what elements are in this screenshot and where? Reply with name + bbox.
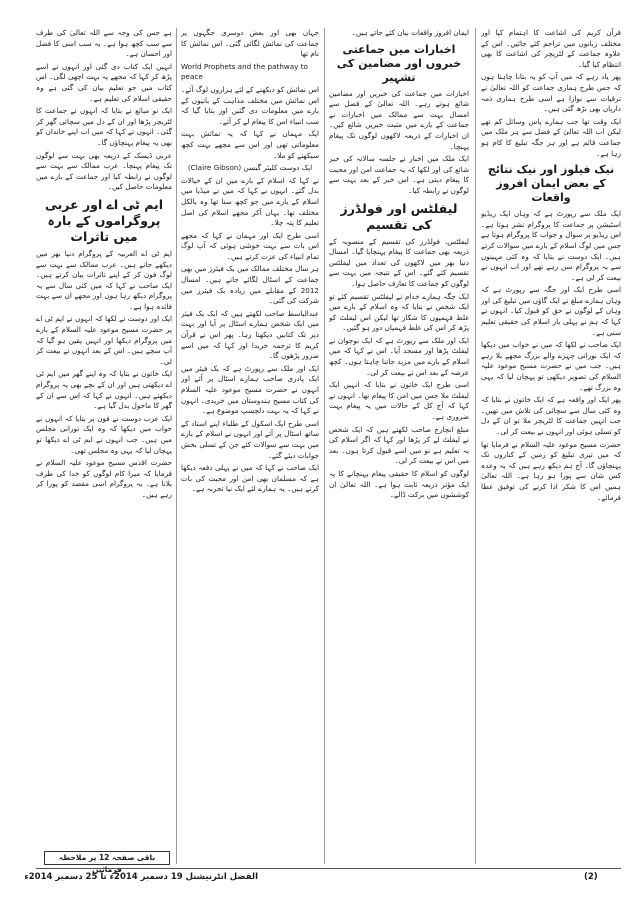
- paragraph: ایک ملک میں اخبار نے جلسہ سالانہ کی خبر شائع کی اور لکھا کہ یہ جماعت امن اور محبت کا پیغام دیتی ہے۔ اس خبر کے بعد بہت سے لوگوں نے رابطہ کیا۔: [329, 154, 469, 195]
- section-heading: نیک فیلوز اور نیک نتائج کے بعض ایمان افروز واقعات: [487, 163, 615, 205]
- exhibition-title: World Prophets and the pathway to peace: [181, 61, 308, 82]
- paragraph: لوگوں کو اسلام کا حقیقی پیغام پہنچانے کا یہ ایک مؤثر ذریعہ ثابت ہوا ہے۔ اللہ تعالیٰ ان کوششوں میں برکت ڈالے۔: [329, 469, 469, 500]
- page-number: (2): [584, 872, 598, 882]
- paragraph: ہر سال مختلف ممالک میں بک فیئرز میں بھی جماعت کے اسٹال لگائے جاتے ہیں۔ امسال 2012 کے مقابلے میں زیادہ بک فیئرز میں شرکت کی گئی۔: [181, 264, 319, 306]
- paragraph: مبلغ انچارج صاحب لکھتے ہیں کہ ایک شخص نے لیفلٹ لے کر پڑھا اور کہا کہ اگر اسلام کی یہ تعلیم ہے تو میں اسے قبول کرتا ہوں۔ بعد میں اس نے بیعت کر لی۔: [329, 424, 469, 466]
- paragraph: ایک صاحب نے کہا کہ میں نے پہلی دفعہ دیکھا ہے کہ مسلمان بھی امن اور محبت کی بات کرتے ہیں۔ یہ ہمارے لئے ایک نیا تجربہ ہے۔: [181, 463, 319, 494]
- paragraph: حضرت مسیح موعود علیہ السلام نے فرمایا تھا کہ میں تیری تبلیغ کو زمین کے کناروں تک پہنچاؤں گا۔ آج ہم دیکھ رہے ہیں کہ یہ وعدہ کس شان سے پورا ہو رہا ہے۔ اللہ تعالیٰ ہمیں اس کا شکر ادا کرنے کی توفیق عطا فرمائے۔: [481, 439, 621, 502]
- paragraph: ایک وقت تھا جب ہمارے پاس وسائل کم تھے لیکن اب اللہ تعالیٰ کے فضل سے ہر ملک میں جماعت قائم ہے اور ہر جگہ تبلیغ کا کام ہو رہا ہے۔: [481, 116, 621, 158]
- paragraph: قرآن کریم کی اشاعت کا اہتمام کیا اور مختلف زبانوں میں تراجم کئے جائیں۔ اس کے علاوہ جماعت کے لٹریچر کی اشاعت کا بھی انتظام کیا گیا۔: [481, 28, 621, 69]
- paragraph: ایک نو مبائع نے بتایا کہ انہوں نے جماعت کا لٹریچر پڑھا اور ان کے دل میں سچائی گھر کر گئی۔ انہوں نے کہا کہ میں اب اپنے خاندان کو بھی یہ پیغام پہنچاؤں گا۔: [36, 106, 172, 147]
- column-divider: [475, 28, 476, 864]
- column-divider: [324, 28, 325, 864]
- paragraph: انہیں ایک کتاب دی گئی اور انہوں نے اسے پڑھ کر کہا کہ مجھے یہ بہت اچھی لگی۔ اس کتاب میں جو تعلیم بیان کی گئی ہے وہ حقیقی اسلام کی تعلیم ہے۔: [36, 61, 172, 103]
- footer-rule: [36, 868, 621, 869]
- column-3: [181, 28, 319, 864]
- paragraph: عربی ڈیسک کے ذریعہ بھی بہت سے لوگوں تک پیغام پہنچا۔ عرب ممالک سے بہت سے لوگوں نے رابطہ کیا اور جماعت کے بارے میں معلومات حاصل کیں۔: [36, 150, 172, 192]
- column-1: [481, 28, 621, 864]
- paragraph: اسی طرح ایک اور مہمان نے کہا کہ مجھے اس بات سے بہت خوشی ہوئی کہ آپ لوگ تمام انبیاء کی عزت کرتے ہیں۔: [181, 230, 319, 261]
- paragraph: ایک صاحب نے لکھا کہ میں نے خواب میں دیکھا کہ ایک نورانی چہرے والے بزرگ مجھے بلا رہے ہیں۔ جب میں نے حضرت مسیح موعود علیہ السلام کی تصویر دیکھی تو پہچان لیا کہ یہی وہ بزرگ تھے۔: [481, 340, 621, 392]
- paragraph: نے کہا کہ اسلام کے بارے میں ان کے خیالات بدل گئے۔ انہوں نے کہا کہ میں نے میڈیا میں اسلام کے بارے میں جو کچھ سنا تھا وہ بالکل مختلف تھا۔ یہاں آکر مجھے اسلام کی اصل تعلیم کا پتہ چلا۔: [181, 175, 319, 228]
- paragraph: ایک مہمان نے کہا کہ یہ نمائش بہت معلوماتی تھی اور اس سے مجھے بہت کچھ سیکھنے کو ملا۔: [181, 129, 319, 160]
- paragraph: ایک ملک سے رپورٹ ہے کہ وہاں ایک ریڈیو اسٹیشن پر جماعت کا پروگرام نشر ہوتا ہے۔ اس ریڈیو پر سوال و جواب کا پروگرام ہوتا ہے جس میں لوگ اسلام کے بارے میں سوالات کرتے ہیں۔ ایک دوست نے بتایا کہ وہ کئی مہینوں سے یہ پروگرام سن رہے تھے اور اب انہوں نے بیعت کر لی ہے۔: [481, 209, 621, 282]
- publication-dateline: الفضل انٹرنیشنل 19 دسمبر 2014ء تا 25 دسمبر 2014ء: [24, 872, 258, 882]
- paragraph: ایم ٹی اے العربیہ کے پروگرام دنیا بھر میں دیکھے جاتے ہیں۔ عرب ممالک سے بہت سے لوگ فون کر کے اپنے تاثرات بیان کرتے ہیں۔ ایک صاحب نے کہا کہ میں کئی سال سے یہ پروگرام دیکھ رہا ہوں اور مجھے ان سے بہت فائدہ ہوا ہے۔: [36, 248, 172, 311]
- paragraph: ایمان افروز واقعات بیان کئے جاتے ہیں۔: [351, 28, 469, 37]
- column-divider: [176, 28, 177, 864]
- section-heading: اخبارات میں جماعتی خبروں اور مضامین کی تشہیر: [336, 42, 462, 84]
- paragraph: ایک خاتون نے بتایا کہ وہ اپنے گھر میں ایم ٹی اے دیکھتی ہیں اور ان کے بچے بھی یہ پروگرام دیکھتے ہیں۔ انہوں نے کہا کہ اس سے ان کے گھر کا ماحول بدل گیا ہے۔: [36, 369, 172, 411]
- section-heading: لیفلٹس اور فولڈرز کی تقسیم: [340, 200, 458, 232]
- paragraph: حضرت اقدس مسیح موعود علیہ السلام نے فرمایا کہ میرا کام لوگوں کو خدا کی طرف بلانا ہے۔ یہ پروگرام اسی مقصد کو پورا کر رہے ہیں۔: [36, 458, 172, 499]
- paragraph: لیفلٹس، فولڈرز کی تقسیم کے منصوبہ کے ذریعہ بھی جماعت کا پیغام پہنچایا گیا۔ امسال دنیا بھر میں لاکھوں کی تعداد میں لیفلٹس تقسیم کئے گئے۔ اس کے نتیجہ میں بہت سے لوگوں کو جماعت کا تعارف حاصل ہوا۔: [329, 236, 469, 288]
- paragraph: ایک جگہ ہمارے خدام نے لیفلٹس تقسیم کئے تو ایک شخص نے بتایا کہ وہ اسلام کے بارے میں غلط فہمیوں کا شکار تھا لیکن اس لیفلٹ کو پڑھ کر اس کی غلط فہمیاں دور ہو گئیں۔: [329, 291, 469, 333]
- section-heading: ایم ٹی اے اور عربی پروگراموں کے بارہ میں تاثرات: [44, 196, 164, 244]
- paragraph: اسی طرح ایک اور جگہ سے رپورٹ ہے کہ وہاں ہمارے مبلغ نے ایک گاؤں میں تبلیغ کی اور وہاں کے لوگوں نے حق کو قبول کیا۔ انہوں نے کہا کہ ہم نے پہلی بار اسلام کی حقیقی تعلیم سنی ہے۔: [481, 285, 621, 337]
- guest-name: ایک دوست کلیئر گبسن (Claire Gibson): [187, 163, 313, 173]
- column-2: [329, 28, 469, 864]
- paragraph: اخبارات میں جماعت کی خبریں اور مضامین شائع ہوتے رہے۔ اللہ تعالیٰ کے فضل سے امسال بہت سے ممالک میں اخبارات نے جماعت کے بارے میں مثبت خبریں شائع کیں۔ ان اخبارات کے ذریعہ لاکھوں لوگوں تک پیغام پہنچا۔: [329, 88, 469, 151]
- paragraph: جہاں بھی اور بعض دوسری جگہوں پر جماعت کی نمائش لگائی گئی۔ اس نمائش کا نام تھا: [181, 28, 319, 59]
- paragraph: ایک اور دوست نے لکھا کہ انہوں نے ایم ٹی اے پر حضرت مسیح موعود علیہ السلام کے بارے میں پروگرام دیکھا اور انہیں یقین ہو گیا کہ آپ سچے ہیں۔ اس کے بعد انہوں نے بیعت کر لی۔: [36, 314, 172, 366]
- paragraph: پھر یاد رہے کہ میں آپ کو یہ بتانا چاہتا ہوں کہ جس طرح ہماری جماعت کو اللہ تعالیٰ نے ترقیات سے نوازا ہے اسی طرح ہماری ذمہ داریاں بھی بڑھ گئی ہیں۔: [481, 72, 621, 114]
- column-4: [36, 28, 172, 846]
- paragraph: ایک اور ملک سے رپورٹ ہے کہ بک فیئر میں ایک پادری صاحب ہمارے اسٹال پر آئے اور انہوں نے حضرت مسیح موعود علیہ السلام کی کتاب مسیح ہندوستان میں خریدی۔ انہوں نے کہا کہ یہ بہت دلچسپ موضوع ہے۔: [181, 363, 319, 416]
- paragraph: ایک عرب دوست نے فون پر بتایا کہ انہوں نے خواب میں دیکھا کہ وہ ایک نورانی مجلس میں ہیں۔ جب انہوں نے ایم ٹی اے دیکھا تو پہچان لیا کہ یہی وہ مجلس تھی۔: [36, 413, 172, 455]
- page-footer: [0, 868, 638, 890]
- paragraph: اسی طرح ایک اسکول کے طلباء اپنے استاد کے ساتھ اسٹال پر آئے اور انہوں نے اسلام کے بارے میں بہت سے سوالات کئے جن کے تسلی بخش جوابات دیئے گئے۔: [181, 418, 319, 460]
- paragraph: پھر ایک اور واقعہ ہے کہ ایک خاتون نے بتایا کہ وہ کئی سال سے سچائی کی تلاش میں تھیں۔ جب انہیں جماعت کا لٹریچر ملا تو ان کے دل کو تسلی ہوئی اور انہوں نے بیعت کر لی۔: [481, 395, 621, 436]
- paragraph: عبدالباسط صاحب لکھتے ہیں کہ ایک بک فیئر میں ایک شخص ہمارے اسٹال پر آیا اور بہت دیر تک کتابیں دیکھتا رہا۔ پھر اس نے قرآن کریم کا ترجمہ خریدا اور کہا کہ میں اسے ضرور پڑھوں گا۔: [181, 308, 319, 361]
- continued-on-page-note: باقی صفحہ 12 پر ملاحظہ فرمائیں: [44, 851, 170, 865]
- paragraph: اس نمائش کو دیکھنے کے لئے ہزاروں لوگ آئے۔ اس نمائش میں مختلف مذاہب کے بانیوں کے بارے میں معلومات دی گئیں اور بتایا گیا کہ سب انبیاء امن کا پیغام لے کر آئے۔: [181, 84, 319, 126]
- paragraph: اسی طرح ایک خاتون نے بتایا کہ انہیں ایک لیفلٹ ملا جس میں امن کا پیغام تھا۔ انہوں نے کہا کہ آج کل کے حالات میں یہ پیغام بہت ضروری ہے۔: [329, 380, 469, 422]
- paragraph: ہے جس کی وجہ سے اللہ تعالیٰ کی طرف سے سب کچھ ہوا ہے۔ یہ سب اسی کا فضل اور احسان ہے۔: [36, 28, 172, 59]
- paragraph: ایک اور ملک سے رپورٹ ہے کہ ایک نوجوان نے لیفلٹ پڑھا اور مسجد آیا۔ اس نے کہا کہ میں اسلام کے بارے میں مزید جاننا چاہتا ہوں۔ کچھ عرصہ کے بعد اس نے بیعت کر لی۔: [329, 335, 469, 377]
